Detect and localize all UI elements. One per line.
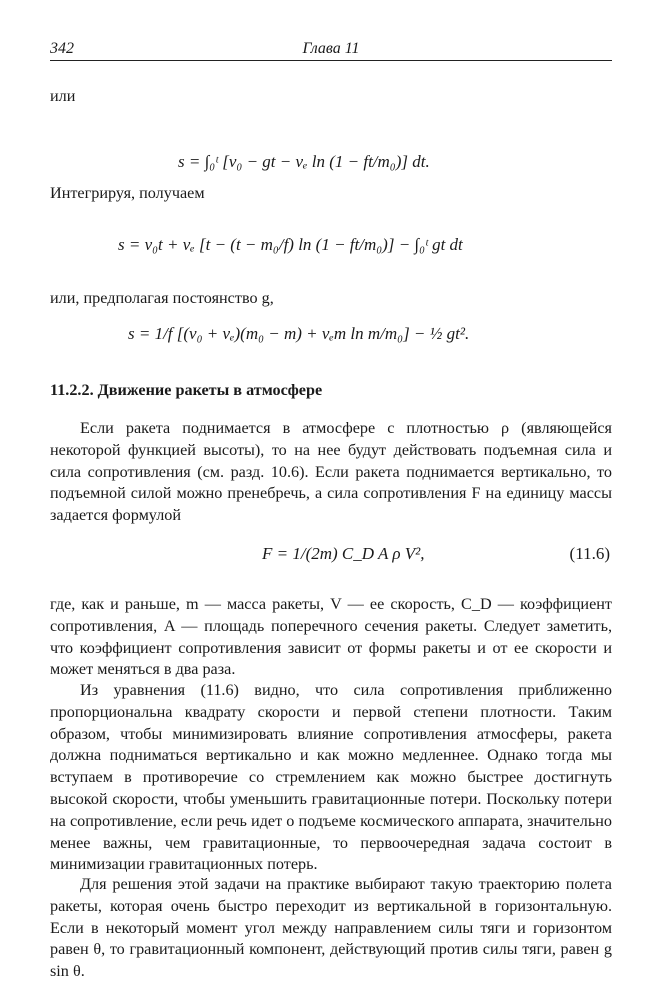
equation-1: s = ∫₀ᵗ [v₀ − gt − vₑ ln (1 − ft/m₀)] dt.	[178, 152, 430, 171]
text-or-assuming: или, предполагая постоянство g,	[50, 289, 274, 307]
equation-4-number: (11.6)	[569, 544, 610, 563]
equation-3: s = 1/f [(v₀ + vₑ)(m₀ − m) + vₑm ln m/m₀] − ½ gt².	[128, 324, 470, 343]
paragraph-4: Для решения этой задачи на практике выбирают такую траекторию полета ракеты, которая очень быстро переходит из вертикальной в горизонтальную. Если в некоторый момент угол между направлением силы тяги и горизонтом равен θ, то гравитационный компонент, действующий против силы тяги, равен g sin θ.	[50, 875, 612, 981]
page-header	[50, 38, 612, 61]
paragraph-2: где, как и раньше, m — масса ракеты, V — ее скорость, C_D — коэффициент сопротивления, A — площадь поперечного сечения ракеты. Следует заметить, что коэффициент сопротивления зависит от формы ракеты и от ее скорости и может меняться в два раза.	[50, 595, 612, 679]
running-head: Глава 11	[302, 40, 360, 57]
page-number: 342	[50, 40, 74, 57]
paragraph-1: Если ракета поднимается в атмосфере с плотностью ρ (являющейся некоторой функцией высоты), то на нее будут действовать подъемная сила и сила сопротивления (см. разд. 10.6). Если ракета поднимается вертикально, то подъемной силой можно пренебречь, а сила сопротивления F на единицу массы задается формулой	[50, 419, 612, 525]
book-page	[50, 38, 612, 981]
equation-2: s = v₀t + vₑ [t − (t − m₀/f) ln (1 − ft/m₀)] − ∫₀ᵗ gt dt	[118, 235, 463, 254]
text-or-1: или	[50, 87, 76, 105]
paragraph-3: Из уравнения (11.6) видно, что сила сопротивления приближенно пропорциональна квадрату скорости и первой степени плотности. Таким образом, чтобы минимизировать влияние сопротивления атмосферы, ракета должна подниматься вертикально и как можно медленнее. Однако тогда мы вступаем в противоречие со стремлением как можно быстрее достигнуть высокой скорости, чтобы уменьшить гравитационные потери. Поскольку потери на сопротивление, если речь идет о подъеме космического аппарата, значительно менее важны, чем гравитационные, то первоочередная задача состоит в минимизации гравитационных потерь.	[50, 681, 612, 874]
equation-4: F = 1/(2m) C_D A ρ V²,	[262, 544, 425, 563]
section-title: 11.2.2. Движение ракеты в атмосфере	[50, 381, 323, 399]
text-integrating: Интегрируя, получаем	[50, 184, 205, 202]
